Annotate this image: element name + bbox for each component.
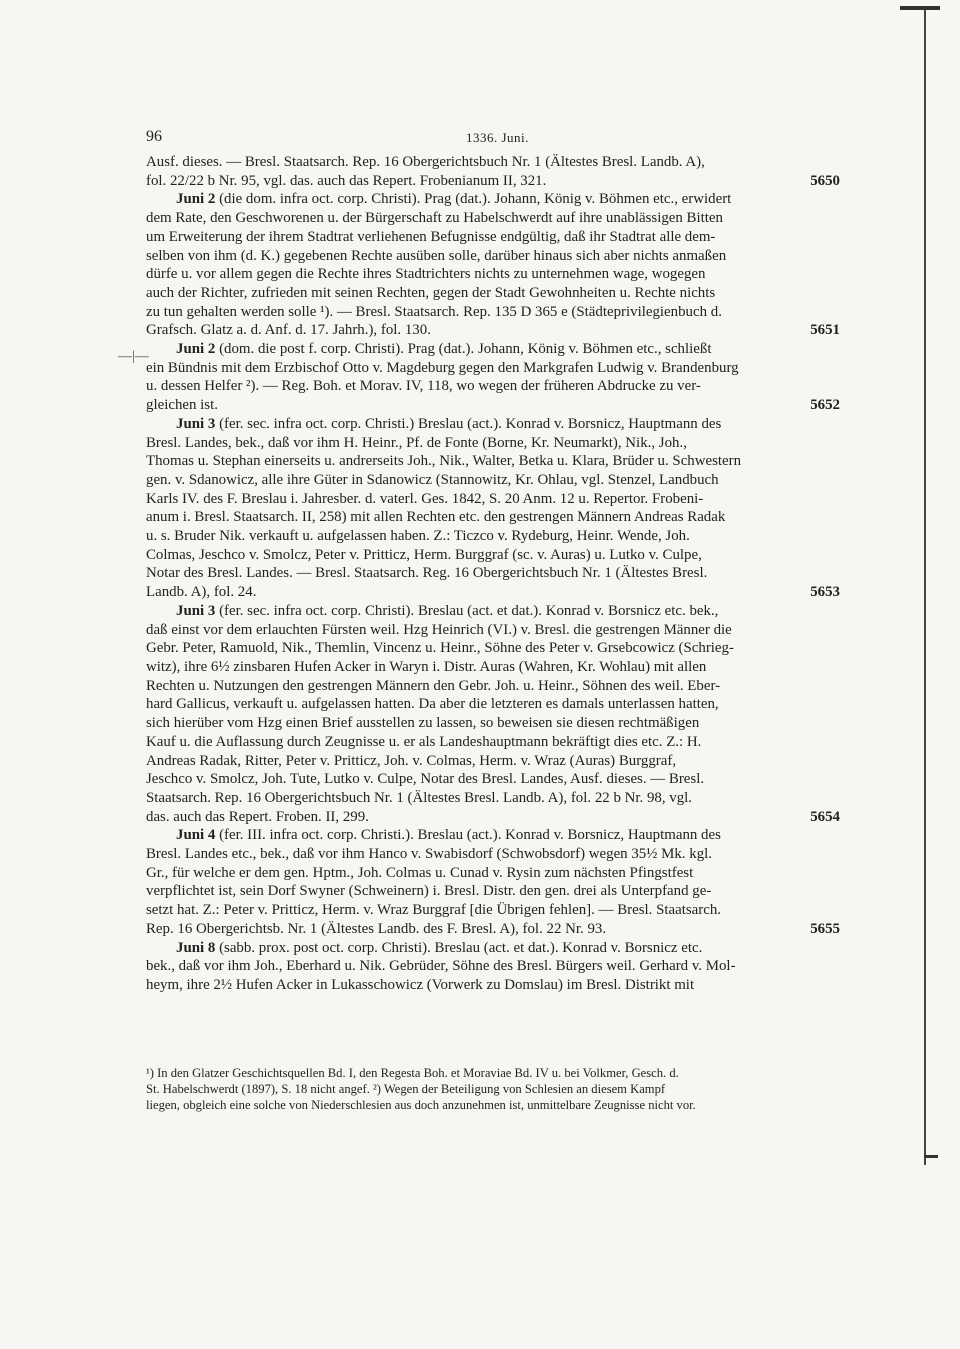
line-text: (fer. sec. infra oct. corp. Christi). Breslau (act. et dat.). Konrad v. Borsnicz etc. bek., — [219, 602, 719, 619]
regest-number: 5655 — [810, 920, 840, 937]
line-text: bek., daß vor ihm Joh., Eberhard u. Nik. Gebrüder, Söhne des Bresl. Bürgers weil. Gerhard v. Mol- — [146, 958, 736, 975]
text-line — [146, 209, 846, 228]
line-text: dem Rate, den Geschworenen u. der Bürgerschaft zu Habelschwerdt auf ihre unablässigen Bitten — [146, 210, 723, 227]
text-line — [146, 882, 846, 901]
line-text: Jeschco v. Smolcz, Joh. Tute, Lutko v. Culpe, Notar des Bresl. Landes, Ausf. dieses. — Bresl. — [146, 771, 705, 788]
text-line — [146, 789, 846, 808]
text-line — [146, 321, 846, 340]
text-line — [146, 939, 846, 958]
line-text: daß einst vor dem erlauchten Fürsten weil. Hzg Heinrich (VI.) v. Bresl. die gestrengen Männer die — [146, 621, 732, 638]
line-text: (fer. III. infra oct. corp. Christi.). Breslau (act.). Konrad v. Borsnicz, Hauptmann des — [219, 827, 721, 844]
regest-number: 5650 — [810, 172, 840, 189]
page-edge-mark — [924, 1155, 938, 1170]
line-text: dürfe u. vor allem gegen die Rechte ihres Stadtrichters nichts zu unternehmen wage, wogegen — [146, 266, 706, 283]
line-text: (die dom. infra oct. corp. Christi). Prag (dat.). Johann, König v. Böhmen etc., erwidert — [219, 191, 732, 208]
line-text: Andreas Radak, Ritter, Peter v. Pritticz, Joh. v. Colmas, Herm. v. Wraz (Auras) Burggraf, — [146, 752, 677, 769]
line-text: hard Gallicus, verkauft u. aufgelassen hatten. Da aber die letzteren es damals unterlassen hatten, — [146, 696, 719, 713]
entry-date: Juni 4 — [176, 827, 216, 844]
text-line — [146, 471, 846, 490]
text-line — [146, 602, 846, 621]
entry-date: Juni 2 — [176, 191, 216, 208]
text-line — [146, 864, 846, 883]
entry-date: Juni 3 — [176, 602, 216, 619]
text-line — [146, 153, 846, 172]
text-line — [146, 770, 846, 789]
text-line — [146, 583, 846, 602]
line-text: setzt hat. Z.: Peter v. Pritticz, Herm. v. Wraz Burggraf [die Übrigen fehlen]. — Bresl. Staatsarch. — [146, 902, 721, 919]
text-line — [146, 359, 846, 378]
line-text: zu tun gehalten werden solle ¹). — Bresl. Staatsarch. Rep. 135 D 365 e (Städteprivilegienbuch d. — [146, 303, 722, 320]
regest-text — [146, 153, 846, 995]
line-text: u. dessen Helfer ²). — Reg. Boh. et Morav. IV, 118, wo wegen der früheren Abdrucke zu ver- — [146, 378, 701, 395]
line-text: um Erweiterung der ihrem Stadtrat verliehenen Befugnisse endgültig, daß ihr Stadtrat alle dem- — [146, 228, 716, 245]
text-line — [146, 957, 846, 976]
text-line — [146, 845, 846, 864]
line-text: anum i. Bresl. Staatsarch. II, 258) mit allen Rechten etc. den gestrengen Männern Andreas Radak — [146, 509, 726, 526]
text-line — [146, 695, 846, 714]
line-text: verpflichtet ist, sein Dorf Swyner (Schweinern) i. Bresl. Distr. den gen. drei als Unterpfand ge- — [146, 883, 712, 900]
line-text: Gr., für welche er dem gen. Hptm., Joh. Colmas u. Cunad v. Rysin zum nächsten Pfingstfest — [146, 864, 694, 881]
line-text: Gebr. Peter, Ramuold, Nik., Themlin, Vincenz u. Heinr., Söhne des Peter v. Grsebcowicz (Schrieg- — [146, 640, 734, 657]
regest-number: 5654 — [810, 808, 840, 825]
entry-date: Juni 3 — [176, 415, 216, 432]
text-line — [146, 265, 846, 284]
text-line — [146, 546, 846, 565]
regest-number: 5652 — [810, 397, 840, 414]
text-line — [146, 284, 846, 303]
text-line — [146, 733, 846, 752]
entry-date: Juni 8 — [176, 939, 216, 956]
line-text: das. auch das Repert. Froben. II, 299. — [146, 808, 369, 825]
line-text: Kauf u. die Auflassung durch Zeugnisse u. er als Landeshauptmann bekräftigt dies etc. Z.: H. — [146, 733, 702, 750]
line-text: selben von ihm (d. K.) gegebenen Rechte ausüben solle, darüber hinaus sich aber nichts anmaßen — [146, 247, 727, 264]
text-line — [146, 826, 846, 845]
line-text: u. s. Bruder Nik. verkauft u. aufgelassen haben. Z.: Ticzco v. Rydeburg, Heinr. Wende, Joh. — [146, 528, 690, 545]
footnote-line: St. Habelschwerdt (1897), S. 18 nicht angef. ²) Wegen der Beteiligung von Schlesien an diesem Kampf — [146, 1082, 666, 1096]
text-line — [146, 452, 846, 471]
line-text: Karls IV. des F. Breslau i. Jahresber. d. vaterl. Ges. 1842, S. 20 Anm. 12 u. Repertor. Frobeni- — [146, 490, 704, 507]
line-text: (sabb. prox. post oct. corp. Christi). Breslau (act. et dat.). Konrad v. Borsnicz etc. — [219, 939, 703, 956]
text-line — [146, 621, 846, 640]
line-text: heym, ihre 2½ Hufen Acker in Lukasschowicz (Vorwerk zu Domslau) im Bresl. Distrikt mit — [146, 976, 695, 993]
regest-number: 5651 — [810, 322, 840, 339]
text-line — [146, 415, 846, 434]
text-line — [146, 901, 846, 920]
line-text: sich hierüber vom Hzg einen Brief ausstellen zu lassen, so beweisen sie diesen rechtmäßigen — [146, 715, 700, 732]
page-edge-mark — [900, 6, 940, 20]
line-text: Bresl. Landes, bek., daß vor ihm H. Heinr., Pf. de Fonte (Borne, Kr. Neumarkt), Nik., Joh., — [146, 434, 687, 451]
text-line — [146, 247, 846, 266]
text-line — [146, 976, 846, 995]
text-line — [146, 677, 846, 696]
text-line — [146, 658, 846, 677]
line-text: witz), ihre 6½ zinsbaren Hufen Acker in Waryn i. Distr. Auras (Wahren, Kr. Wohlau) mit allen — [146, 658, 707, 675]
text-line — [146, 228, 846, 247]
text-line — [146, 377, 846, 396]
footnote-line: ¹) In den Glatzer Geschichtsquellen Bd. I, den Regesta Boh. et Moraviae Bd. IV u. bei Volkmer, Gesch. d. — [146, 1066, 679, 1080]
line-text: gen. v. Sdanowicz, alle ihre Güter in Sdanowicz (Stannowitz, Kr. Ohlau, vgl. Stenzel, Landbuch — [146, 471, 719, 488]
text-line — [146, 527, 846, 546]
line-text: Ausf. dieses. — Bresl. Staatsarch. Rep. 16 Obergerichtsbuch Nr. 1 (Ältestes Bresl. Landb. A), — [146, 154, 705, 170]
line-text: auch der Richter, zufrieden mit seinen Rechten, gegen der Stadt Gewohnheiten u. Rechte nichts — [146, 284, 716, 301]
text-line — [146, 303, 846, 322]
text-line — [146, 808, 846, 827]
page-number: 96 — [146, 128, 162, 145]
line-text: Colmas, Jeschco v. Smolcz, Peter v. Pritticz, Herm. Burggraf (sc. v. Auras) u. Lutko v. Culpe, — [146, 546, 702, 563]
page-header — [146, 128, 836, 150]
text-line — [146, 508, 846, 527]
line-text: Thomas u. Stephan einerseits u. andrerseits Joh., Nik., Walter, Betka u. Klara, Brüder u. Schwestern — [146, 453, 742, 470]
text-line — [146, 920, 846, 939]
text-line — [146, 190, 846, 209]
running-head: 1336. Juni. — [466, 130, 529, 145]
line-text: gleichen ist. — [146, 397, 218, 414]
text-line — [146, 490, 846, 509]
line-text: Landb. A), fol. 24. — [146, 584, 257, 601]
page-edge-line — [924, 10, 934, 1165]
text-line — [146, 434, 846, 453]
regest-number: 5653 — [810, 584, 840, 601]
entry-date: Juni 2 — [176, 341, 216, 358]
line-text: Rep. 16 Obergerichtsb. Nr. 1 (Ältestes Landb. des F. Bresl. A), fol. 22 Nr. 93. — [146, 920, 607, 937]
line-text: Bresl. Landes etc., bek., daß vor ihm Hanco v. Swabisdorf (Schwobsdorf) wegen 35½ Mk. kgl. — [146, 846, 713, 863]
line-text: Notar des Bresl. Landes. — Bresl. Staatsarch. Reg. 16 Obergerichtsbuch Nr. 1 (Ältestes Bresl. — [146, 565, 708, 582]
line-text: (fer. sec. infra oct. corp. Christi.) Breslau (act.). Konrad v. Borsnicz, Hauptmann des — [219, 415, 722, 432]
text-line — [146, 639, 846, 658]
text-line — [146, 172, 846, 191]
text-line — [146, 340, 846, 359]
line-text: ein Bündnis mit dem Erzbischof Otto v. Magdeburg gegen den Markgrafen Ludwig v. Brandenburg — [146, 359, 739, 376]
line-text: fol. 22/22 b Nr. 95, vgl. das. auch das Repert. Frobenianum II, 321. — [146, 172, 547, 189]
text-line — [146, 714, 846, 733]
line-text: (dom. die post f. corp. Christi). Prag (dat.). Johann, König v. Böhmen etc., schließt — [219, 341, 712, 358]
line-text: Rechten u. Nutzungen den gestrengen Männern den Gebr. Joh. u. Heinr., Söhnen des weil. Eber- — [146, 677, 721, 694]
footnote-line: liegen, obgleich eine solche von Niederschlesien aus doch anzunehmen ist, unmittelbare Zeugnisse nicht vor. — [146, 1098, 696, 1112]
text-line — [146, 396, 846, 415]
text-line — [146, 752, 846, 771]
margin-cross-mark: —|— — [118, 349, 149, 364]
text-line — [146, 564, 846, 583]
line-text: Staatsarch. Rep. 16 Obergerichtsbuch Nr. 1 (Ältestes Bresl. Landb. A), fol. 22 b Nr. 98, vgl. — [146, 789, 693, 806]
footnotes — [138, 1065, 838, 1113]
line-text: Grafsch. Glatz a. d. Anf. d. 17. Jahrh.), fol. 130. — [146, 322, 431, 339]
